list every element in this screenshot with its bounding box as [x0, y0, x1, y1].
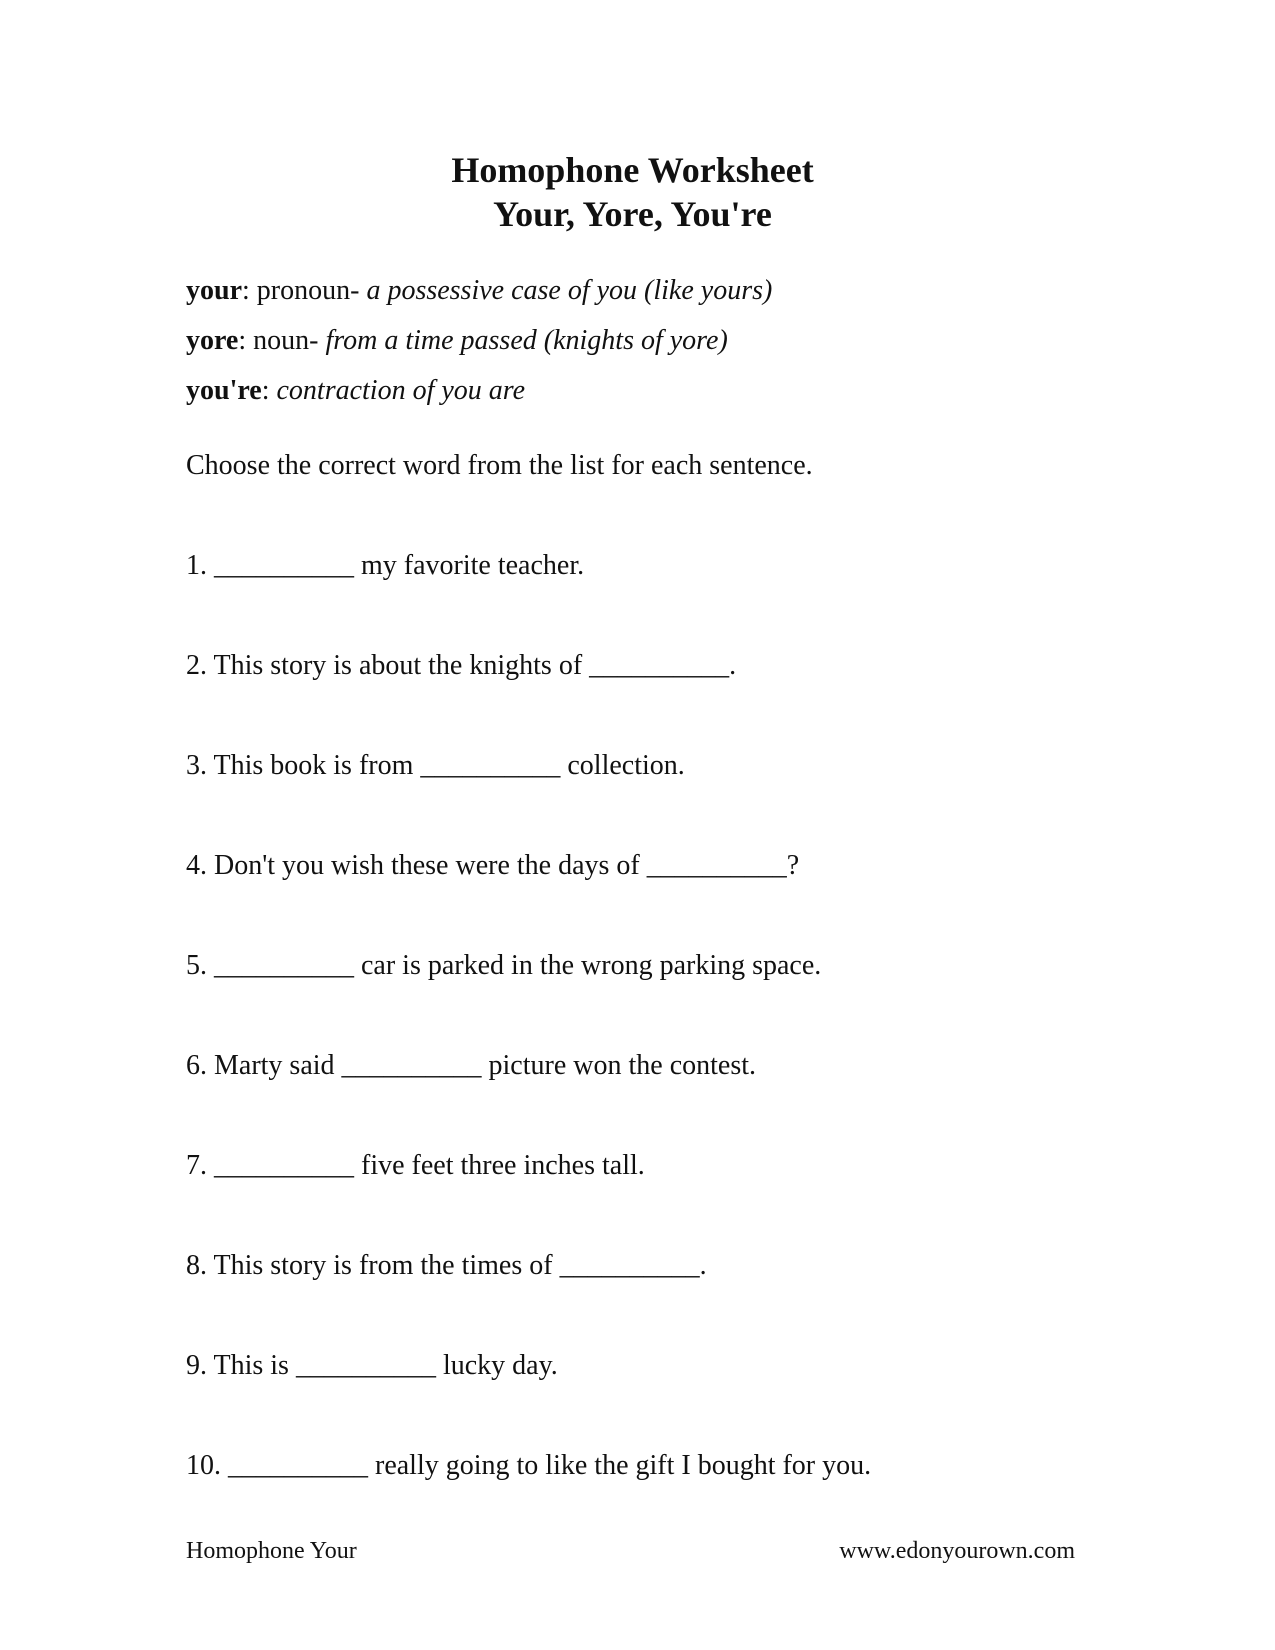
- question-item: 7. __________ five feet three inches tall.: [186, 1150, 645, 1181]
- definition-separator: :: [238, 325, 254, 356]
- definitions-list: [186, 266, 772, 416]
- definition-yore: [186, 316, 772, 366]
- question-item: 5. __________ car is parked in the wrong parking space.: [186, 950, 822, 981]
- question-item: 1. __________ my favorite teacher.: [186, 550, 585, 581]
- question-item: 6. Marty said __________ picture won the contest.: [186, 1050, 757, 1081]
- definition-separator: :: [242, 275, 257, 306]
- worksheet-title: [0, 148, 1275, 236]
- footer-website: www.edonyourown.com: [839, 1538, 1075, 1564]
- definition-meaning: from a time passed (knights of yore): [325, 325, 728, 356]
- definition-term: your: [186, 275, 242, 306]
- question-list: [186, 550, 871, 1550]
- definition-term: yore: [186, 325, 239, 356]
- question-item: 4. Don't you wish these were the days of __________?: [186, 850, 800, 881]
- definition-your: [186, 266, 772, 316]
- definition-meaning: a possessive case of you (like yours): [366, 275, 773, 306]
- question-item: 2. This story is about the knights of __________.: [186, 650, 737, 681]
- definition-meaning: contraction of you are: [276, 375, 526, 406]
- question-item: 9. This is __________ lucky day.: [186, 1350, 558, 1381]
- instructions-text: Choose the correct word from the list for each sentence.: [186, 450, 813, 481]
- definition-part-of-speech: pronoun-: [256, 275, 367, 306]
- definition-term: you're: [186, 375, 262, 406]
- title-line-1: Homophone Worksheet: [451, 150, 814, 190]
- definition-separator: :: [261, 375, 277, 406]
- question-item: 10. __________ really going to like the gift I bought for you.: [186, 1450, 872, 1481]
- question-item: 8. This story is from the times of __________.: [186, 1250, 707, 1281]
- definition-youre: [186, 366, 772, 416]
- question-item: 3. This book is from __________ collection.: [186, 750, 685, 781]
- footer-label: Homophone Your: [186, 1538, 357, 1564]
- definition-part-of-speech: noun-: [253, 325, 326, 356]
- title-line-2: Your, Yore, You're: [493, 194, 772, 234]
